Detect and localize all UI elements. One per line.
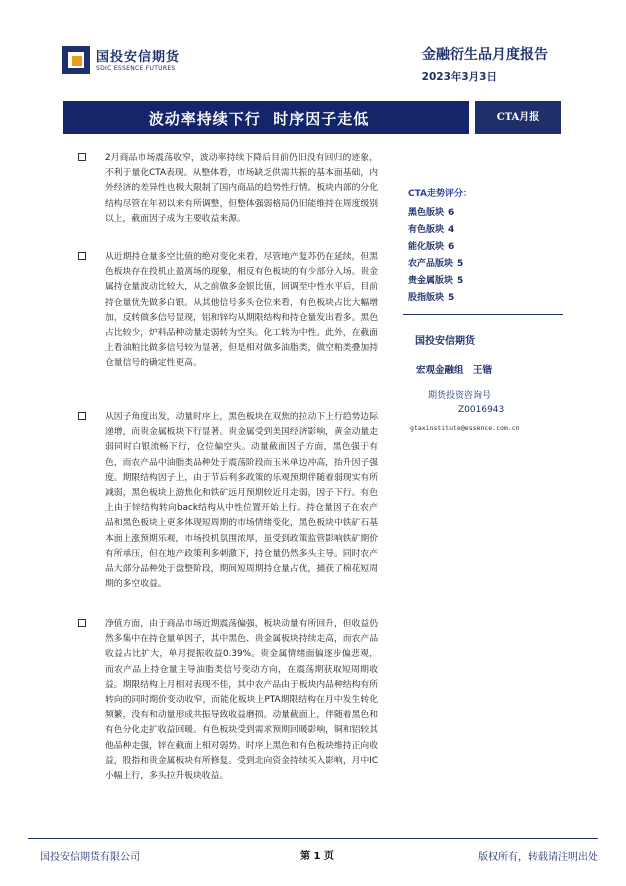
square-bullet-icon [78, 412, 86, 420]
score-value: 5 [448, 293, 455, 303]
logo-mark-icon [62, 46, 90, 74]
score-item [408, 256, 463, 273]
logo-text-cn: 国投安信期货 [96, 50, 181, 65]
license-number: Z0016943 [458, 405, 505, 415]
footer-copyright: 版权所有，转载请注明出处 [478, 852, 598, 863]
paragraph-text: 净值方面，由于商品市场近期震荡偏强，板块动量有所回升，但收益仍然多集中在持仓量单因子，其中黑色、贵金属板块持续走高，而农产品收益占比扩大，单月提振收益0.39%。贵金属情绪面偏逐步偏悲观，而农产品上持仓量主导油脂类信号变动方向，在震荡期获取短周期收益。期限结构上月相对表现不佳，其中农产品由于板块内品种结构有所转向的同时期价变动收窄，而能化板块上PTA期限结构在月中发生转化频繁，没有和动量形成共振导致收益磨损。动量截面上，伴随着黑色和有色分化走扩收益回暖。有色板块受到需求预期回暖影响，铜和铝较其他品种走强，锌在截面上相对弱势。时序上黑色和有色板块维持正向收益，股指和贵金属板块有所修复。受到北向资金持续买入影响，月中IC小幅上行，多头拉升板块收益。 [105, 619, 378, 782]
page-number: 第 1 页 [300, 851, 334, 862]
score-value: 4 [448, 225, 455, 235]
score-value: 6 [448, 242, 455, 252]
report-type: 金融衍生品月度报告 [422, 47, 548, 63]
square-bullet-icon [78, 252, 86, 260]
report-date: 2023年3月3日 [421, 71, 497, 83]
title-banner [63, 101, 561, 134]
sidebar-divider [403, 314, 563, 315]
report-title: 波动率持续下行 时序因子走低 [148, 110, 370, 128]
body-paragraph [78, 410, 378, 592]
footer-company: 国投安信期货有限公司 [40, 852, 140, 863]
cta-score-list [408, 205, 463, 307]
square-bullet-icon [78, 619, 86, 627]
footer-divider [28, 838, 598, 839]
score-item [408, 222, 463, 239]
body-paragraph [78, 151, 378, 227]
score-sector: 黑色版块 [408, 208, 445, 218]
score-sector: 农产品版块 [408, 259, 454, 269]
body-paragraph [78, 617, 378, 784]
score-item [408, 273, 463, 290]
contact-email[interactable]: gtaxinstitute@essence.com.cn [410, 424, 520, 432]
score-sector: 贵金属版块 [408, 276, 454, 286]
score-item [408, 239, 463, 256]
score-sector: 股指版块 [408, 293, 445, 303]
license-label: 期货投资咨询号 [428, 391, 492, 401]
score-value: 5 [457, 259, 464, 269]
cta-score-heading: CTA走势评分： [408, 189, 473, 199]
score-item [408, 205, 463, 222]
report-category-tag: CTA月报 [469, 101, 561, 134]
sidebar-company: 国投安信期货 [415, 336, 475, 347]
company-logo [62, 44, 192, 76]
paragraph-text: 从近期持仓量多空比值的绝对变化来看，尽管地产复苏仍在延续，但黑色板块存在投机止盈离场的现象，相反有色板块的有少部分入场。贵金属持仓量波动比较大，从之前做多金银比值，回调至中性水平后，目前持仓量优先做多白银。从其他信号多头仓位来看，有色板块占比大幅增加，反转做多信号显现，铝和锌均从期限结构和持仓量发出看多。黑色占比较少，炉料品种动量走弱转为空头。化工转为中性。此外，在截面上看油粕比做多信号较为显著，但是相对做多油脂类，做空粕类叠加持仓量信号的确定性更高。 [105, 252, 378, 369]
score-value: 5 [457, 276, 464, 286]
logo-text-en: SDIC ESSENCE FUTURES [96, 65, 176, 72]
score-sector: 有色版块 [408, 225, 445, 235]
score-item [408, 290, 463, 307]
score-value: 6 [448, 208, 455, 218]
paragraph-text: 从因子角度出发，动量时序上，黑色板块在双焦的拉动下上行趋势边际递增，而贵金属板块下行显著。贵金属受到美国经济影响，黄金动量走弱同时白银流畅下行，仓位偏空头。动量截面因子方面，黑色强于有色，而农产品中油脂类品种处于震荡阶段而玉米单边冲高，抬升因子强度。期限结构因子上，由于节后利多政策的乐观预期伴随着弱现实有所减弱，黑色板块上游焦化和铁矿远月预期较近月走弱，因子下行。有色上由于锌结构转向back结构从中性位置开始上行。持仓量因子在农产品和黑色板块上更多体现短周期的市场情绪变化，黑色板块中铁矿石基本面上涨预期乐观，市场投机氛围浓厚，虽受到政策监管影响铁矿期价有所承压，但在地产政策利多刺激下，持仓量仍然多头主导。同时农产品大部分品种处于盘整阶段，期间短周期持仓量占优，捕获了棉花短周期的多空收益。 [105, 412, 378, 590]
body-paragraph [78, 250, 378, 372]
paragraph-text: 2月商品市场震荡收窄，波动率持续下降后目前仍旧没有回归的迹象，不利于量化CTA表现。从整体看，市场缺乏供需共振的基本面基础，内外经济的差异性也极大限制了国内商品的趋势性行情。板块内部的分化结构尽管在年初以来有所调整，但整体强弱格局仍旧能维持在周度级别以上，截面因子成为主要收益来源。 [105, 153, 378, 224]
square-bullet-icon [78, 153, 86, 161]
score-sector: 能化版块 [408, 242, 445, 252]
analyst-name: 宏观金融组 王锴 [416, 365, 493, 376]
